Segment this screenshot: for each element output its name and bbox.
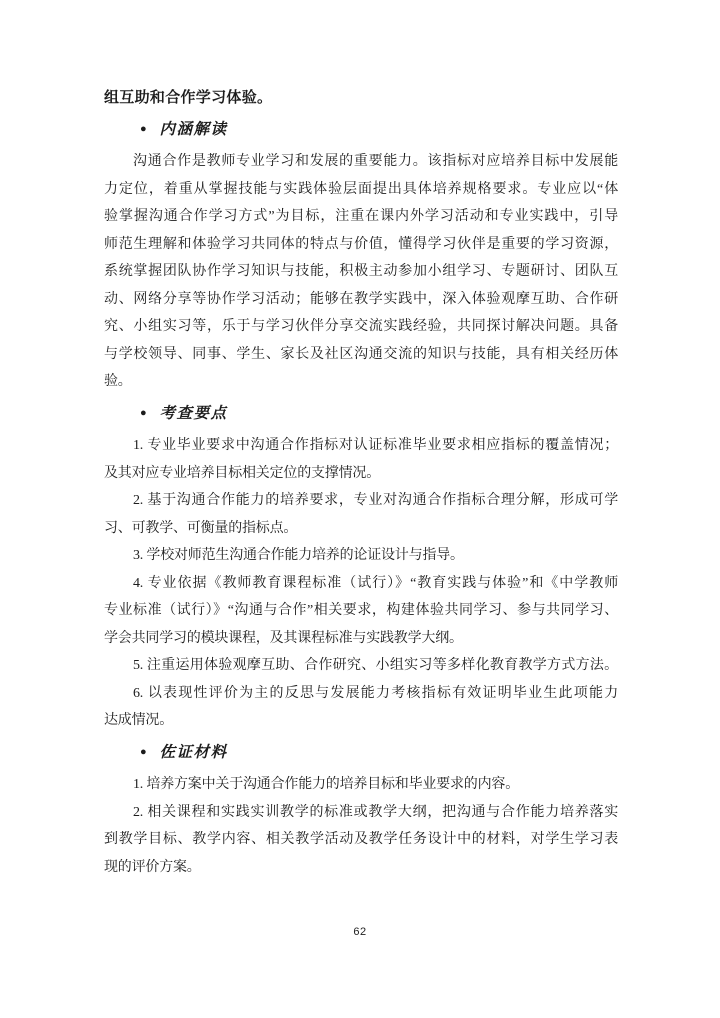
text-line: 现的评价方案。 bbox=[104, 859, 201, 875]
text-line: 师范生理解和体验学习共同体的特点与价值，懂得学习伙伴是重要的学习资源， bbox=[104, 236, 618, 252]
text-line: 达成情况。 bbox=[104, 713, 173, 728]
text-line: 1. 专业毕业要求中沟通合作指标对认证标准毕业要求相应指标的覆盖情况； bbox=[133, 438, 618, 453]
text-line: 沟通合作是教师专业学习和发展的重要能力。该指标对应培养目标中发展能 bbox=[133, 154, 618, 169]
text-line: 4. 专业依据《教师教育课程标准（试行）》“教育实践与体验”和《中学教师 bbox=[133, 575, 618, 591]
text-line: 专业标准（试行）》“沟通与合作”相关要求，构建体验共同学习、参与共同学习、 bbox=[104, 603, 618, 618]
section-heading bbox=[104, 116, 618, 146]
text-line: 3. 学校对师范生沟通合作能力培养的论证设计与指导。 bbox=[133, 548, 464, 563]
page-number: 62 bbox=[353, 926, 367, 938]
text-line: 及其对应专业培养目标相关定位的支撑情况。 bbox=[104, 465, 380, 481]
section-heading bbox=[104, 739, 618, 769]
document-body bbox=[104, 84, 618, 881]
text-line: 6. 以表现性评价为主的反思与发展能力考核指标有效证明毕业生此项能力 bbox=[133, 685, 618, 701]
bullet-icon: ● bbox=[140, 406, 147, 419]
text-line: 到教学目标、教学内容、相关教学活动及教学任务设计中的材料，对学生学习表 bbox=[104, 832, 618, 847]
text-line: 5. 注重运用体验观摩互助、合作研究、小组实习等多样化教育教学方式方法。 bbox=[133, 658, 618, 673]
bullet-icon: ● bbox=[140, 745, 147, 758]
section-heading-label: 考查要点 bbox=[159, 404, 228, 422]
text-line: 动、网络分享等协作学习活动；能够在教学实践中，深入体验观摩互助、合作研 bbox=[104, 291, 618, 307]
text-line: 2. 相关课程和实践实训教学的标准或教学大纲，把沟通与合作能力培养落实 bbox=[133, 804, 618, 820]
text-line: 学会共同学习的模块课程，及其课程标准与实践教学大纲。 bbox=[104, 630, 463, 646]
section-heading-label: 内涵解读 bbox=[159, 120, 228, 138]
document-title: 组互助和合作学习体验。 bbox=[104, 89, 273, 106]
section-heading-label: 佐证材料 bbox=[159, 743, 228, 761]
text-line: 习、可教学、可衡量的指标点。 bbox=[104, 520, 298, 536]
text-line: 验。 bbox=[104, 374, 132, 389]
text-line: 1. 培养方案中关于沟通合作能力的培养目标和毕业要求的内容。 bbox=[133, 777, 519, 792]
text-line: 2. 基于沟通合作能力的培养要求，专业对沟通合作指标合理分解，形成可学 bbox=[133, 493, 618, 508]
text-line: 与学校领导、同事、学生、家长及社区沟通交流的知识与技能，具有相关经历体 bbox=[104, 346, 618, 362]
text-line: 究、小组实习等，乐于与学习伙伴分享交流实践经验，共同探讨解决问题。具备 bbox=[104, 319, 618, 334]
section-heading bbox=[104, 400, 618, 430]
bullet-icon: ● bbox=[140, 122, 147, 135]
text-line: 力定位，着重从掌握技能与实践体验层面提出具体培养规格要求。专业应以“体 bbox=[104, 181, 618, 197]
text-line: 系统掌握团队协作学习知识与技能，积极主动参加小组学习、专题研讨、团队互 bbox=[104, 264, 618, 279]
text-line: 验掌握沟通合作学习方式”为目标，注重在课内外学习活动和专业实践中，引导 bbox=[104, 209, 618, 224]
